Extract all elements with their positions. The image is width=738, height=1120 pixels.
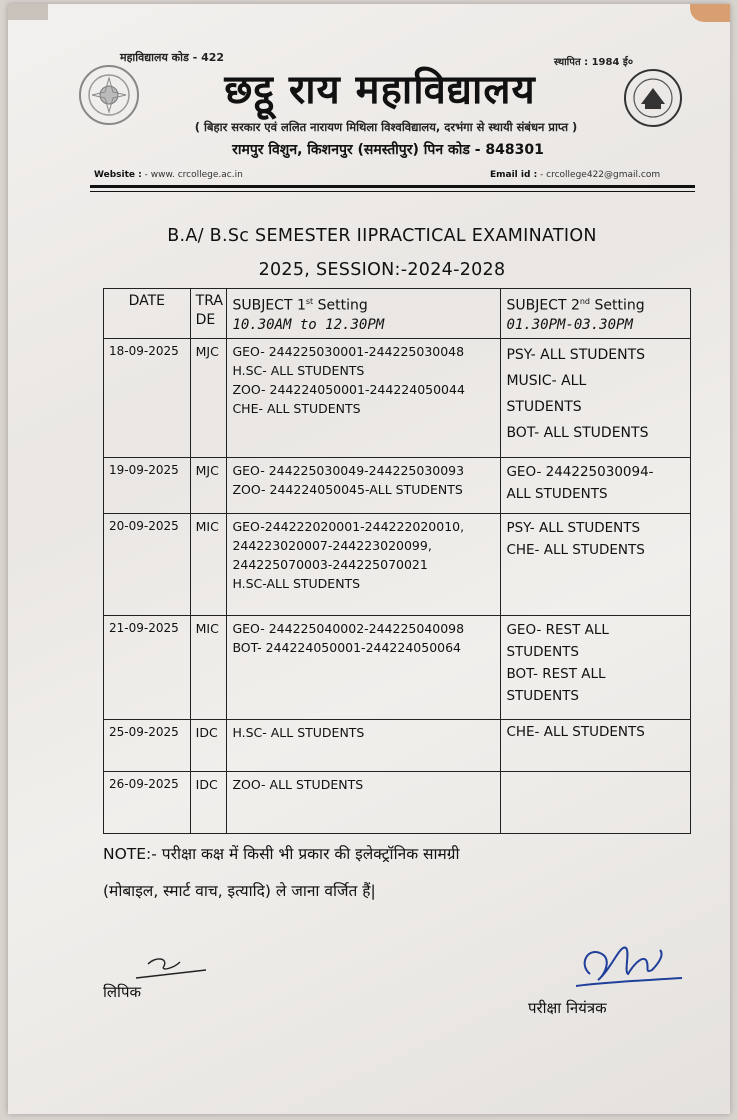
subject1-entry: ZOO- 244224050001-244224050044 — [232, 381, 465, 397]
subject1-entry: ZOO- 244224050045-ALL STUDENTS — [232, 481, 463, 497]
website-label: Website : — [94, 170, 142, 180]
established-year: स्थापित : 1984 ई० — [554, 57, 634, 68]
document-sheet — [8, 4, 730, 1114]
subject2-cell — [501, 771, 691, 833]
subject1-entry: CHE- ALL STUDENTS — [232, 400, 361, 416]
subject1-entry: ZOO- ALL STUDENTS — [232, 776, 364, 792]
affiliation-line: ( बिहार सरकार एवं ललित नारायण मिथिला विश्वविद्यालय, दरभंगा से स्थायी संबंधन प्राप्त ) — [194, 120, 578, 134]
college-code: महाविद्यालय कोड - 422 — [120, 51, 225, 64]
date-cell: 21-09-2025 — [104, 615, 191, 719]
subject2-cell — [501, 615, 691, 719]
subject2-entry: GEO- REST ALL — [506, 621, 609, 638]
subject2-entry: CHE- ALL STUDENTS — [506, 723, 645, 740]
subject1-entry: GEO- 244225030049-244225030093 — [232, 462, 465, 478]
subject2-header-sup: nd — [579, 297, 591, 306]
subject2-entry: STUDENTS — [506, 643, 579, 660]
subject1-entry: BOT- 244224050001-244224050064 — [232, 639, 461, 655]
date-header-label: DATE — [128, 293, 166, 309]
subject2-cell — [501, 457, 691, 513]
date-column-header — [104, 289, 191, 339]
subject2-entry: ALL STUDENTS — [506, 485, 608, 502]
date-cell: 25-09-2025 — [104, 719, 191, 771]
background-corner — [8, 4, 48, 20]
subject1-cell — [227, 513, 501, 615]
email-label: Email id : — [490, 170, 538, 180]
date-cell: 26-09-2025 — [104, 771, 191, 833]
note-line: NOTE:- परीक्षा कक्ष में किसी भी प्रकार की इलेक्ट्रॉनिक सामग्री — [103, 845, 460, 863]
email-address: - crcollege422@gmail.com — [540, 170, 661, 180]
exam-title: B.A/ B.Sc SEMESTER IIPRACTICAL EXAMINATION — [167, 226, 597, 246]
trade-column-header — [190, 289, 227, 339]
college-name: छट्ठू राय महाविद्यालय — [224, 67, 536, 113]
subject2-header-label: SUBJECT 2 — [506, 297, 580, 314]
subject2-entry: GEO- 244225030094- — [506, 463, 654, 480]
date-cell: 19-09-2025 — [104, 457, 191, 513]
subject1-cell — [227, 719, 501, 771]
subject1-entry: GEO- 244225030001-244225030048 — [232, 343, 465, 359]
exam-session: 2025, SESSION:-2024-2028 — [258, 260, 506, 280]
subject1-column-header — [227, 289, 501, 339]
trade-cell: MJC — [190, 338, 227, 457]
subject2-entry: CHE- ALL STUDENTS — [506, 541, 645, 558]
subject1-entry: H.SC-ALL STUDENTS — [232, 575, 361, 591]
table-row — [104, 338, 691, 457]
subject2-column-header — [501, 289, 691, 339]
subject2-entry: MUSIC- ALL — [506, 372, 587, 389]
table-header-row — [104, 289, 691, 339]
table-row — [104, 719, 691, 771]
subject1-entry: GEO- 244225040002-244225040098 — [232, 620, 465, 636]
controller-signature-icon — [568, 934, 688, 994]
subject1-entry: H.SC- ALL STUDENTS — [232, 362, 365, 378]
date-cell: 18-09-2025 — [104, 338, 191, 457]
trade-cell: MIC — [190, 513, 227, 615]
date-cell: 20-09-2025 — [104, 513, 191, 615]
exam-controller-label: परीक्षा नियंत्रक — [528, 999, 607, 1017]
header-divider — [90, 191, 695, 192]
subject1-entry: H.SC- ALL STUDENTS — [232, 724, 365, 740]
subject1-header-title — [232, 292, 495, 316]
subject2-header-setting: Setting — [590, 297, 645, 314]
subject2-cell — [501, 513, 691, 615]
university-seal-icon — [623, 68, 683, 128]
subject2-cell — [501, 338, 691, 457]
email-line — [490, 170, 660, 180]
subject1-cell — [227, 338, 501, 457]
website-line — [94, 170, 243, 180]
college-address: रामपुर विशुन, किशनपुर (समस्तीपुर) पिन कोड - 848301 — [232, 142, 544, 158]
table-row — [104, 457, 691, 513]
note-block — [103, 836, 663, 910]
subject2-entry: STUDENTS — [506, 398, 582, 415]
subject1-header-label: SUBJECT 1 — [232, 297, 306, 314]
subject1-cell — [227, 771, 501, 833]
subject1-cell — [227, 457, 501, 513]
trade-cell: MJC — [190, 457, 227, 513]
subject1-header-sup: st — [305, 297, 314, 306]
subject2-entry: PSY- ALL STUDENTS — [506, 519, 641, 536]
subject1-entry: GEO-244222020001-244222020010, — [232, 518, 465, 534]
table-row — [104, 513, 691, 615]
subject1-cell — [227, 615, 501, 719]
note-line: (मोबाइल, स्मार्ट वाच, इत्यादि) ले जाना वर्जित हैं| — [103, 882, 376, 900]
subject2-entry: BOT- REST ALL — [506, 665, 606, 682]
subject2-cell — [501, 719, 691, 771]
table-row — [104, 615, 691, 719]
clerk-label: लिपिक — [103, 983, 141, 1001]
college-emblem-left-icon — [78, 64, 140, 126]
subject2-time: 01.30PM-03.30PM — [506, 316, 633, 333]
background-corner — [690, 4, 730, 22]
subject1-time: 10.30AM to 12.30PM — [232, 316, 385, 333]
subject1-header-setting: Setting — [313, 297, 368, 314]
subject2-entry: BOT- ALL STUDENTS — [506, 424, 649, 441]
trade-cell: MIC — [190, 615, 227, 719]
table-row — [104, 771, 691, 833]
trade-header-label: TRA DE — [195, 293, 223, 328]
subject1-entry: 244223020007-244223020099, — [232, 537, 432, 553]
trade-cell: IDC — [190, 771, 227, 833]
subject2-entry: STUDENTS — [506, 687, 579, 704]
subject2-entry: PSY- ALL STUDENTS — [506, 346, 646, 363]
exam-schedule-table — [103, 288, 691, 834]
trade-cell: IDC — [190, 719, 227, 771]
subject2-header-title — [506, 292, 685, 316]
header-divider — [90, 185, 695, 188]
website-url: - www. crcollege.ac.in — [144, 170, 243, 180]
subject1-entry: 244225070003-244225070021 — [232, 556, 428, 572]
